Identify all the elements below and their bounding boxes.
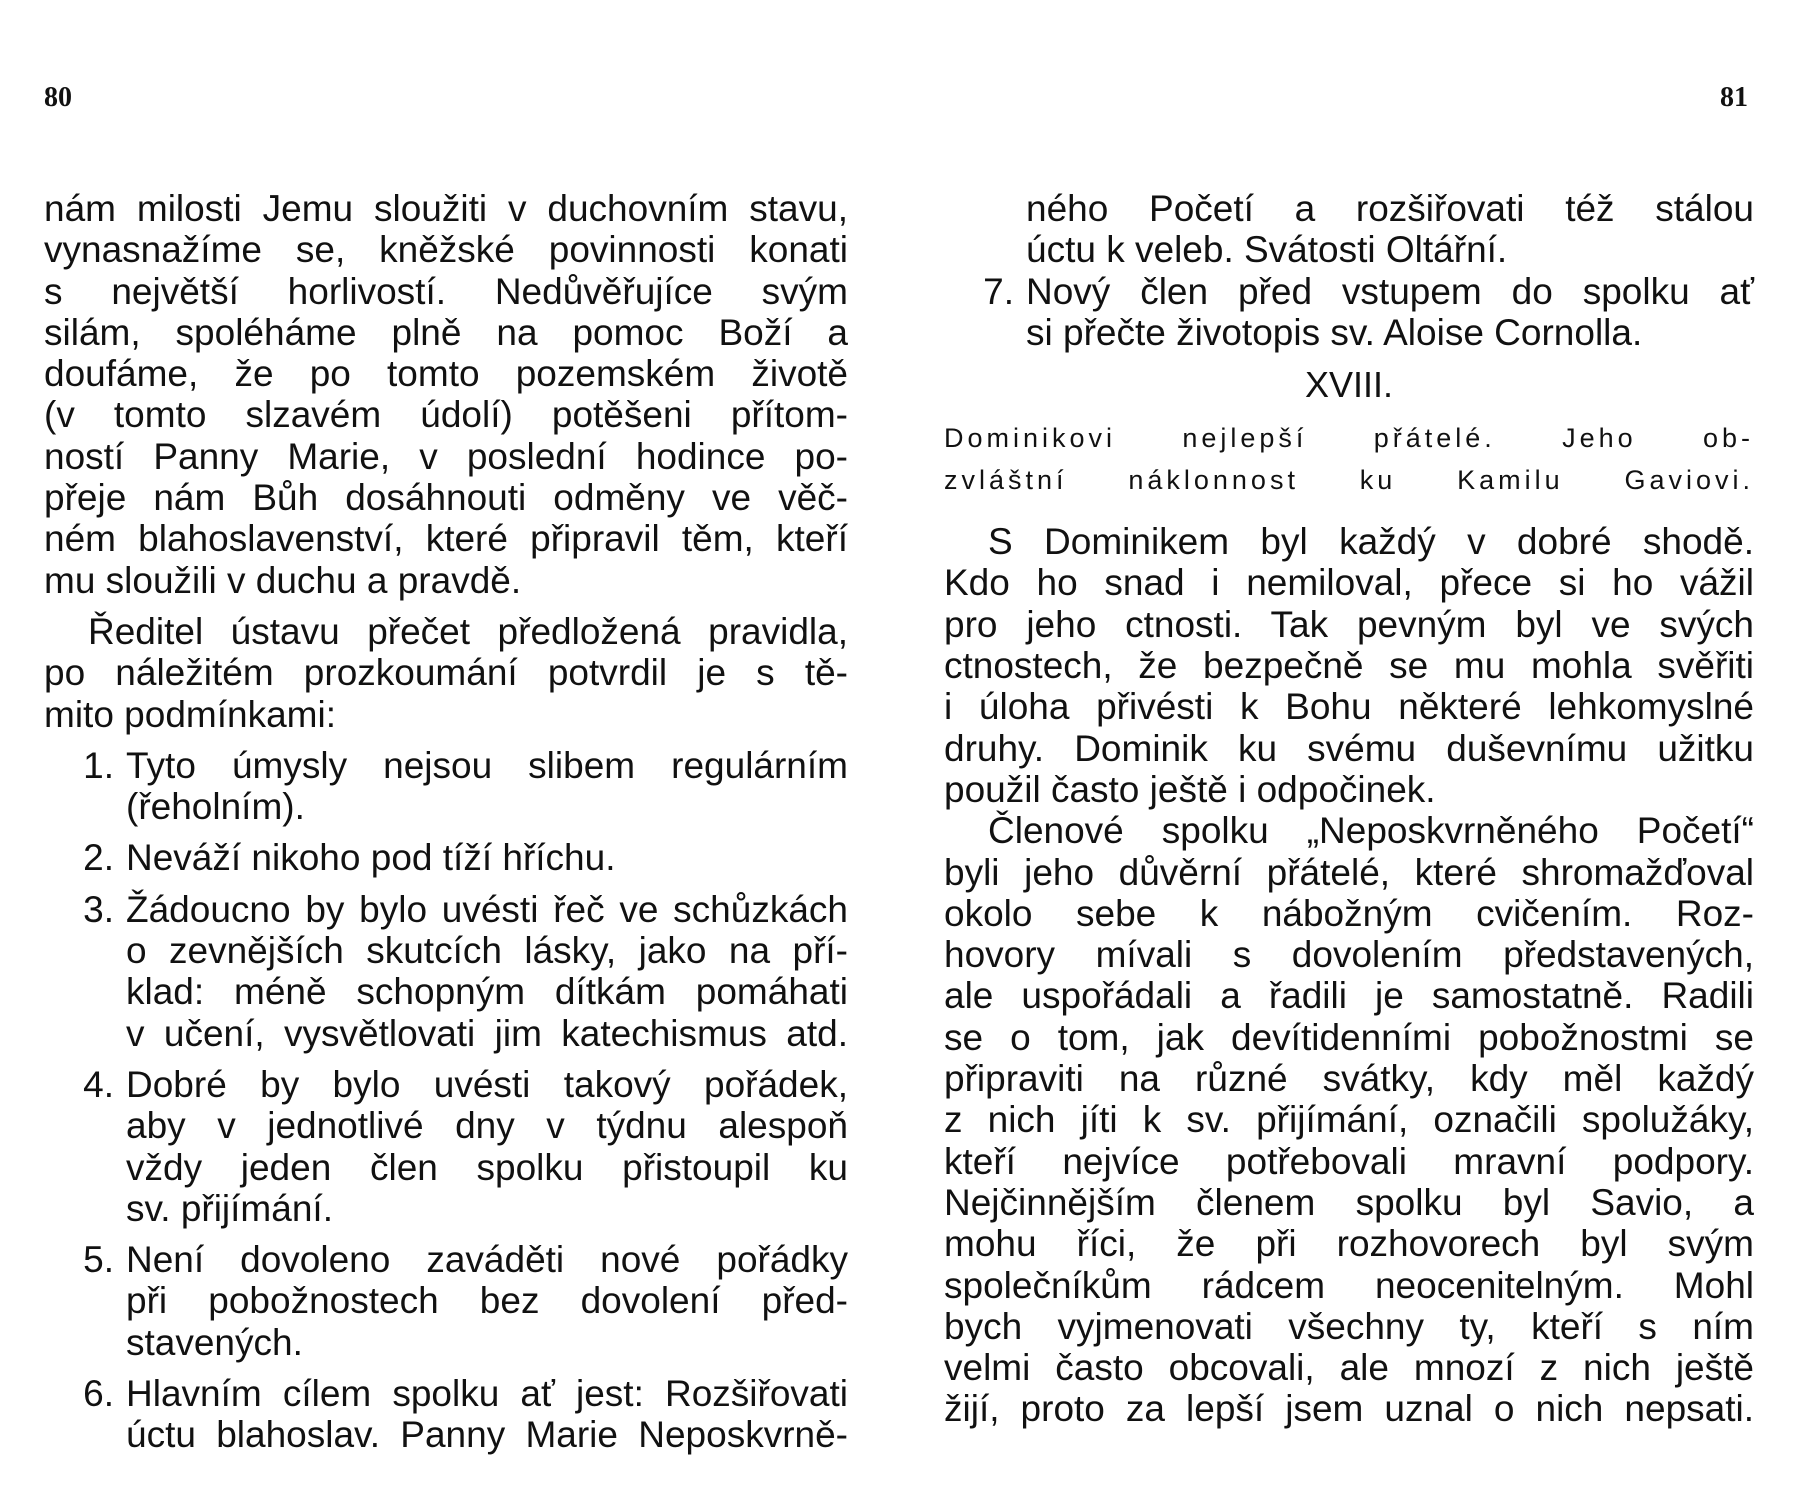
text-line: společníkům rádcem neocenitelným. Mohl [944,1264,1754,1306]
text-line: s největší horlivostí. Nedůvěřujíce svým [44,270,848,312]
text-line: sv. přijímání. [126,1187,333,1229]
text-line: o zevnějších skutcích lásky, jako na pří- [126,930,848,972]
right-paragraph-1 [944,521,1754,810]
text-line: i úloha přivésti k Bohu některé lehkomyslné [944,686,1754,728]
left-paragraph-2 [44,611,848,735]
text-line: mu sloužili v duchu a pravdě. [44,559,522,601]
text-line: si přečte životopis sv. Aloise Cornolla. [1026,311,1643,353]
list-item [44,1373,848,1456]
text-line: vždy jeden člen spolku přistoupil ku [126,1146,848,1188]
text-line: úctu blahoslav. Panny Marie Neposkvrně- [126,1414,848,1456]
list-item [44,889,848,1054]
list-item [44,745,848,828]
page-number-left: 80 [44,82,72,113]
text-line: úctu k veleb. Svátosti Oltářní. [1026,229,1508,271]
text-line: po náležitém prozkoumání potvrdil je s tě- [44,652,848,694]
text-line: žijí, proto za lepší jsem uznal o nich nepsati. [944,1388,1754,1430]
text-line: mohu říci, že při rozhovorech byl svým [944,1223,1754,1265]
text-line: Členové spolku „Neposkvrněného Početí“ [988,810,1754,852]
text-line: stavených. [126,1321,303,1363]
text-line: Nejčinnějším členem spolku byl Savio, a [944,1181,1754,1223]
list-item-number: 6. [83,1373,114,1415]
text-line: při pobožnostech bez dovolení před- [126,1280,848,1322]
text-line: připraviti na různé svátky, kdy měl každý [944,1058,1754,1100]
text-line: Žádoucno by bylo uvésti řeč ve schůzkách [126,888,848,930]
left-page [44,188,848,1456]
text-line: ností Panny Marie, v poslední hodince po- [44,435,848,477]
text-line: klad: méně schopným dítkám pomáhati [126,971,848,1013]
text-line: hovory mívali s dovolením představených, [944,934,1754,976]
text-line: Kdo ho snad i nemiloval, přece si ho vážil [944,562,1754,604]
text-line: ného Početí a rozšiřovati též stálou [1026,188,1754,229]
text-line: S Dominikem byl každý v dobré shodě. [988,521,1754,563]
text-line: pro jeho ctnosti. Tak pevným byl ve svých [944,603,1754,645]
list-item-number: 1. [83,744,114,786]
text-line: ctnostech, že bezpečně se mu mohla svěřiti [944,645,1754,687]
text-line: přeje nám Bůh dosáhnouti odměny ve věč- [44,477,848,519]
list-item-number: 2. [83,837,114,879]
text-line: Není dovoleno zaváděti nové pořádky [126,1239,848,1281]
list-item [44,837,848,878]
text-line: mito podmínkami: [44,693,336,735]
list-item [44,1239,848,1363]
text-line: nám milosti Jemu sloužiti v duchovním stavu, [44,188,848,229]
chapter-number: XVIII. [1304,364,1394,406]
text-line: velmi často obcovali, ale mnozí z nich ještě [944,1347,1754,1389]
text-line: bych vyjmenovati všechny ty, kteří s ním [944,1305,1754,1347]
text-line: Nový člen před vstupem do spolku ať [1026,270,1754,312]
text-line: silám, spoléháme plně na pomoc Boží a [44,311,848,353]
right-page [944,188,1754,1430]
page-number-right: 81 [1720,82,1748,113]
text-line: doufáme, že po tomto pozemském životě [44,353,848,395]
text-line: použil často ještě i odpočinek. [944,768,1436,810]
text-line: aby v jednotlivé dny v týdnu alespoň [126,1105,848,1147]
heading-line: zvláštní náklonnost ku Kamilu Gaviovi. [944,465,1754,496]
text-line: ném blahoslavenství, které připravil těm, kteří [44,518,848,560]
heading-line: Dominikovi nejlepší přátelé. Jeho ob- [944,423,1754,454]
list-item-continuation [944,188,1754,271]
list-item-number: 4. [83,1063,114,1105]
text-line: kteří nejvíce potřebovali mravní podpory. [944,1140,1754,1182]
text-line: ale uspořádali a řadili je samostatně. Radili [944,975,1754,1017]
chapter-heading [944,417,1754,501]
right-paragraph-2 [944,810,1754,1429]
list-item-number: 3. [83,888,114,930]
text-line: Neváží nikoho pod tíží hříchu. [126,837,616,879]
list-item-number: 5. [83,1239,114,1281]
text-line: vynasnažíme se, kněžské povinnosti konati [44,229,848,271]
text-line: z nich jíti k sv. přijímání, označili spolužáky, [944,1099,1754,1141]
text-line: byli jeho důvěrní přátelé, které shromažďoval [944,851,1754,893]
text-line: okolo sebe k nábožným cvičením. Roz- [944,892,1754,934]
text-line: druhy. Dominik ku svému duševnímu užitku [944,727,1754,769]
text-line: Ředitel ústavu přečet předložená pravidla, [88,610,848,652]
list-item [944,271,1754,354]
text-line: v učení, vysvětlovati jim katechismus atd. [126,1012,848,1054]
list-item-number: 7. [983,270,1014,312]
list-item [44,1064,848,1229]
text-line: (v tomto slzavém údolí) potěšeni přítom- [44,394,848,436]
text-line: Dobré by bylo uvésti takový pořádek, [126,1063,848,1105]
text-line: Tyto úmysly nejsou slibem regulárním [126,744,848,786]
text-line: Hlavním cílem spolku ať jest: Rozšiřovati [126,1373,848,1415]
text-line: (řeholním). [126,786,305,828]
text-line: se o tom, jak devítidenními pobožnostmi se [944,1016,1754,1058]
left-paragraph-1 [44,188,848,601]
